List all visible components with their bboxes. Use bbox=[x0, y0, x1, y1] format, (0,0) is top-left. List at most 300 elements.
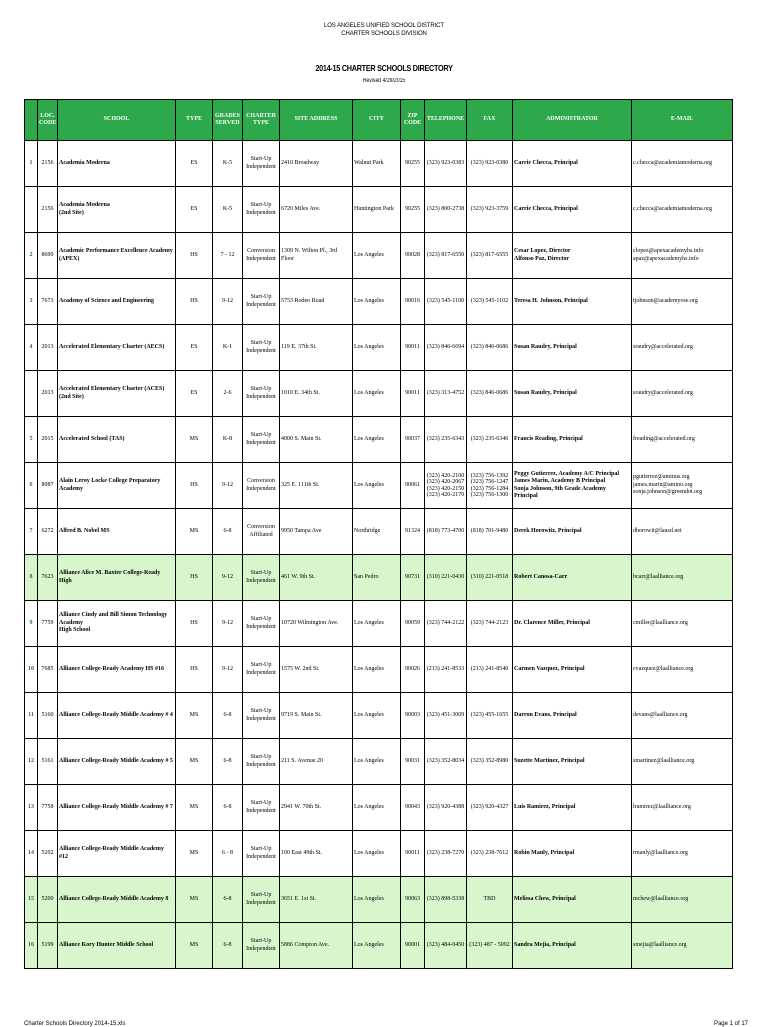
telephone-line: (323) 817-6550 bbox=[426, 252, 465, 259]
charter-type-line: Start-Up bbox=[250, 432, 272, 438]
table-body bbox=[25, 141, 733, 969]
email-line: tjohnson@academyose.org bbox=[633, 297, 698, 304]
email bbox=[632, 785, 733, 831]
table-row bbox=[25, 325, 733, 371]
charter-type-line: Independent bbox=[246, 439, 276, 446]
email bbox=[632, 923, 733, 969]
school-name bbox=[58, 325, 176, 371]
email bbox=[632, 877, 733, 923]
email-line: sonja.johnson@greendot.org bbox=[633, 489, 703, 496]
charter-type-line: Start-Up bbox=[250, 708, 272, 714]
administrator bbox=[513, 923, 632, 969]
administrator bbox=[513, 187, 632, 233]
administrator-line: Dr. Clarence Miller, Principal bbox=[514, 619, 590, 626]
email bbox=[632, 233, 733, 279]
row-number: 2 bbox=[25, 233, 38, 279]
fax bbox=[467, 877, 513, 923]
administrator bbox=[513, 785, 632, 831]
page-title: 2014-15 CHARTER SCHOOLS DIRECTORY bbox=[315, 63, 453, 73]
email bbox=[632, 509, 733, 555]
charter-type-line: Independent bbox=[246, 163, 276, 170]
zip-code: 90063 bbox=[401, 877, 425, 923]
zip-code: 90016 bbox=[401, 279, 425, 325]
zip-code: 90255 bbox=[401, 141, 425, 187]
email-line: dhorowit@lausd.net bbox=[633, 527, 682, 534]
charter-type bbox=[243, 831, 280, 877]
city: Los Angeles bbox=[353, 417, 401, 463]
city: Los Angeles bbox=[353, 647, 401, 693]
column-header-site-address: SITE ADDRESS bbox=[280, 100, 353, 141]
column-header-zip-code: ZIP CODE bbox=[401, 100, 425, 141]
school-type: ES bbox=[176, 325, 213, 371]
charter-type-line: Independent bbox=[246, 393, 276, 400]
charter-type-line: Independent bbox=[246, 669, 276, 676]
charter-type-line: Independent bbox=[246, 209, 276, 216]
administrator bbox=[513, 555, 632, 601]
telephone bbox=[425, 279, 467, 325]
administrator bbox=[513, 233, 632, 279]
email bbox=[632, 187, 733, 233]
directory-table bbox=[24, 99, 733, 969]
school-name bbox=[58, 279, 176, 325]
zip-code: 90028 bbox=[401, 233, 425, 279]
school-name-line: (2nd Site) bbox=[59, 393, 84, 400]
school-name-line: Accelerated School (TAS) bbox=[59, 435, 125, 442]
fax bbox=[467, 141, 513, 187]
administrator-line: Suzette Martinez, Principal bbox=[514, 757, 585, 764]
table-row bbox=[25, 785, 733, 831]
charter-type-line: Start-Up bbox=[250, 616, 272, 622]
site-address: 4000 S. Main St. bbox=[280, 417, 353, 463]
district-name: LOS ANGELES UNIFIED SCHOOL DISTRICT bbox=[324, 23, 444, 29]
row-number: 8 bbox=[25, 555, 38, 601]
administrator-line: Alfonso Paz, Director bbox=[514, 255, 570, 262]
column-header-email: E-MAIL bbox=[632, 100, 733, 141]
grades-served: 6-8 bbox=[213, 739, 243, 785]
email bbox=[632, 279, 733, 325]
school-name-line: Alliance College-Ready Middle Academy #12 bbox=[59, 846, 164, 860]
charter-type-line: Conversion bbox=[247, 478, 275, 484]
fax bbox=[467, 693, 513, 739]
administrator-line: Francis Reading, Principal bbox=[514, 435, 583, 442]
loc-code: 7685 bbox=[38, 647, 58, 693]
school-name bbox=[58, 785, 176, 831]
charter-type-line: Start-Up bbox=[250, 846, 272, 852]
school-name-line: Alain Leroy Locke College Preparatory Academy bbox=[59, 478, 161, 492]
column-header-telephone: TELEPHONE bbox=[425, 100, 467, 141]
telephone bbox=[425, 555, 467, 601]
telephone-line: (323) 313-4752 bbox=[426, 390, 465, 397]
fax-line: (323) 744-2123 bbox=[470, 620, 509, 627]
email-line: mchew@laalliance.org bbox=[633, 895, 689, 902]
administrator bbox=[513, 417, 632, 463]
telephone-line: (323) 800-2738 bbox=[426, 206, 465, 213]
fax-line: (323) 545-1102 bbox=[470, 298, 509, 305]
site-address: 3651 E. 1st St. bbox=[280, 877, 353, 923]
fax-line: (323) 352-8980 bbox=[470, 758, 509, 765]
table-row bbox=[25, 923, 733, 969]
charter-type bbox=[243, 141, 280, 187]
school-name bbox=[58, 601, 176, 647]
loc-code: 8087 bbox=[38, 463, 58, 509]
row-number bbox=[25, 187, 38, 233]
table-row bbox=[25, 233, 733, 279]
school-name bbox=[58, 371, 176, 417]
administrator-line: Teresa H. Johnson, Principal bbox=[514, 297, 588, 304]
grades-served: K-5 bbox=[213, 141, 243, 187]
division-name: CHARTER SCHOOLS DIVISION bbox=[341, 31, 427, 37]
charter-type bbox=[243, 509, 280, 555]
charter-type bbox=[243, 371, 280, 417]
email-line: lramirez@laalliance.org bbox=[633, 803, 691, 810]
fax-line: (323) 923-0380 bbox=[470, 160, 509, 167]
grades-served: 9-12 bbox=[213, 647, 243, 693]
telephone bbox=[425, 325, 467, 371]
fax-line: (323) 756-1284 bbox=[470, 485, 509, 492]
grades-served: 6-8 bbox=[213, 785, 243, 831]
administrator-line: Robert Canosa-Carr bbox=[514, 573, 568, 580]
school-name bbox=[58, 877, 176, 923]
row-number: 13 bbox=[25, 785, 38, 831]
charter-type bbox=[243, 923, 280, 969]
loc-code: 7759 bbox=[38, 601, 58, 647]
telephone-line: (323) 846-6694 bbox=[426, 344, 465, 351]
school-type: HS bbox=[176, 233, 213, 279]
loc-code: 7623 bbox=[38, 555, 58, 601]
school-name-line: Alliance College-Ready Middle Academy # 4 bbox=[59, 711, 173, 718]
telephone bbox=[425, 693, 467, 739]
telephone bbox=[425, 785, 467, 831]
city: Los Angeles bbox=[353, 877, 401, 923]
school-name bbox=[58, 739, 176, 785]
grades-served: 9-12 bbox=[213, 463, 243, 509]
school-name bbox=[58, 647, 176, 693]
grades-served: 9-12 bbox=[213, 279, 243, 325]
charter-type-line: Independent bbox=[246, 255, 276, 262]
fax bbox=[467, 647, 513, 693]
school-type: MS bbox=[176, 693, 213, 739]
administrator bbox=[513, 371, 632, 417]
fax bbox=[467, 417, 513, 463]
zip-code: 90011 bbox=[401, 325, 425, 371]
loc-code: 2013 bbox=[38, 325, 58, 371]
table-row bbox=[25, 693, 733, 739]
school-type: HS bbox=[176, 601, 213, 647]
school-name bbox=[58, 923, 176, 969]
fax-line: (323) 756-1300 bbox=[470, 492, 509, 498]
telephone-line: (323) 744-2122 bbox=[426, 620, 465, 627]
administrator-line: Sonja Johnson, 9th Grade Academy Principal bbox=[514, 485, 606, 499]
charter-type-line: Conversion bbox=[247, 524, 275, 530]
site-address: 6720 Miles Ave. bbox=[280, 187, 353, 233]
charter-type bbox=[243, 463, 280, 509]
zip-code: 90026 bbox=[401, 647, 425, 693]
grades-served: 7 - 12 bbox=[213, 233, 243, 279]
loc-code: 7758 bbox=[38, 785, 58, 831]
email bbox=[632, 141, 733, 187]
administrator-line: Melissa Chew, Principal bbox=[514, 895, 576, 902]
administrator-line: Cesar Lopez, Director bbox=[514, 248, 571, 254]
loc-code: 6272 bbox=[38, 509, 58, 555]
administrator bbox=[513, 325, 632, 371]
city: Los Angeles bbox=[353, 463, 401, 509]
administrator-line: Luis Ramirez, Principal bbox=[514, 803, 576, 810]
footer-page-number: Page 1 of 17 bbox=[713, 1021, 748, 1027]
grades-served: K-5 bbox=[213, 187, 243, 233]
loc-code: 5160 bbox=[38, 693, 58, 739]
telephone-line: (323) 238-7270 bbox=[426, 850, 465, 857]
school-type: MS bbox=[176, 877, 213, 923]
school-type: MS bbox=[176, 739, 213, 785]
site-address: 325 E. 111th St. bbox=[280, 463, 353, 509]
column-header-type: TYPE bbox=[176, 100, 213, 141]
zip-code: 90011 bbox=[401, 371, 425, 417]
school-name-line: Academia Moderna bbox=[59, 202, 110, 208]
grades-served: 6 - 8 bbox=[213, 831, 243, 877]
grades-served: 6-8 bbox=[213, 693, 243, 739]
school-name-line: Academia Moderna bbox=[59, 159, 110, 166]
table-row bbox=[25, 647, 733, 693]
table-row bbox=[25, 187, 733, 233]
fax bbox=[467, 279, 513, 325]
fax bbox=[467, 463, 513, 509]
charter-type-line: Independent bbox=[246, 301, 276, 308]
email bbox=[632, 739, 733, 785]
email-line: rmanly@laalliance.org bbox=[633, 849, 688, 856]
grades-served: K-8 bbox=[213, 417, 243, 463]
zip-code: 90059 bbox=[401, 601, 425, 647]
fax-line: (323) 920-4327 bbox=[470, 804, 509, 811]
telephone bbox=[425, 739, 467, 785]
zip-code: 90043 bbox=[401, 785, 425, 831]
email-line: bcarr@laalliance.org bbox=[633, 573, 684, 580]
row-number: 11 bbox=[25, 693, 38, 739]
table-row bbox=[25, 141, 733, 187]
site-address: 5886 Compton Ave. bbox=[280, 923, 353, 969]
telephone bbox=[425, 371, 467, 417]
telephone-line: (323) 898-5338 bbox=[426, 896, 465, 903]
charter-type-line: Start-Up bbox=[250, 570, 272, 576]
telephone bbox=[425, 141, 467, 187]
row-number: 16 bbox=[25, 923, 38, 969]
email bbox=[632, 555, 733, 601]
row-number-header bbox=[25, 100, 38, 141]
fax bbox=[467, 601, 513, 647]
city: Los Angeles bbox=[353, 371, 401, 417]
administrator-line: Darron Evans, Principal bbox=[514, 711, 577, 718]
loc-code: 8690 bbox=[38, 233, 58, 279]
telephone bbox=[425, 923, 467, 969]
loc-code: 7673 bbox=[38, 279, 58, 325]
email bbox=[632, 693, 733, 739]
telephone-line: (818) 773-4700 bbox=[426, 528, 465, 535]
administrator bbox=[513, 141, 632, 187]
school-name bbox=[58, 141, 176, 187]
telephone-line: (323) 923-0383 bbox=[426, 160, 465, 167]
site-address: 10720 Wilmington Ave. bbox=[280, 601, 353, 647]
school-name-line: Alliance College-Ready Middle Academy 8 bbox=[59, 895, 169, 902]
administrator-line: Susan Raudry, Principal bbox=[514, 389, 577, 396]
fax-line: (310) 221-0518 bbox=[470, 574, 509, 581]
administrator bbox=[513, 463, 632, 509]
charter-type bbox=[243, 417, 280, 463]
administrator-line: Carrie Checca, Principal bbox=[514, 159, 578, 166]
administrator bbox=[513, 279, 632, 325]
telephone bbox=[425, 509, 467, 555]
telephone-line: (310) 221-0430 bbox=[426, 574, 465, 581]
charter-type-line: Start-Up bbox=[250, 754, 272, 760]
school-type: MS bbox=[176, 509, 213, 555]
charter-type-line: Start-Up bbox=[250, 892, 272, 898]
table-row bbox=[25, 371, 733, 417]
charter-type bbox=[243, 555, 280, 601]
charter-type-line: Start-Up bbox=[250, 340, 272, 346]
charter-type-line: Independent bbox=[246, 899, 276, 906]
charter-type bbox=[243, 647, 280, 693]
email-line: devans@laalliance.org bbox=[633, 711, 688, 718]
school-type: HS bbox=[176, 647, 213, 693]
telephone bbox=[425, 417, 467, 463]
administrator-line: Sandra Mejia, Principal bbox=[514, 941, 576, 948]
email-line: cmiller@laalliance.org bbox=[633, 619, 688, 626]
grades-served: 9-12 bbox=[213, 555, 243, 601]
row-number: 7 bbox=[25, 509, 38, 555]
charter-type-line: Start-Up bbox=[250, 938, 272, 944]
email bbox=[632, 647, 733, 693]
fax bbox=[467, 831, 513, 877]
site-address: 100 East 49th St. bbox=[280, 831, 353, 877]
zip-code: 90031 bbox=[401, 739, 425, 785]
school-type: MS bbox=[176, 831, 213, 877]
site-address: 5753 Rodeo Road bbox=[280, 279, 353, 325]
fax-line: (323) 756-1392 bbox=[470, 472, 509, 479]
loc-code: 5161 bbox=[38, 739, 58, 785]
charter-type-line: Start-Up bbox=[250, 386, 272, 392]
fax-line: (323) 238-7612 bbox=[470, 850, 509, 857]
fax bbox=[467, 187, 513, 233]
email-line: sraudry@accelerated.org bbox=[633, 343, 693, 350]
row-number: 14 bbox=[25, 831, 38, 877]
fax bbox=[467, 371, 513, 417]
email bbox=[632, 325, 733, 371]
row-number: 4 bbox=[25, 325, 38, 371]
email bbox=[632, 831, 733, 877]
table-row bbox=[25, 279, 733, 325]
administrator bbox=[513, 693, 632, 739]
charter-type bbox=[243, 739, 280, 785]
school-name-line: (2nd Site) bbox=[59, 209, 84, 216]
charter-type bbox=[243, 785, 280, 831]
email-line: clopez@apexacademyhs.info bbox=[633, 248, 704, 254]
row-number: 1 bbox=[25, 141, 38, 187]
table-row bbox=[25, 555, 733, 601]
fax bbox=[467, 923, 513, 969]
grades-served: 9-12 bbox=[213, 601, 243, 647]
fax-line: (323) 487 - 5092 bbox=[469, 942, 510, 949]
city: Los Angeles bbox=[353, 739, 401, 785]
telephone-line: (323) 235-6343 bbox=[426, 436, 465, 443]
school-name-line: Alfred B. Nobel MS bbox=[59, 527, 110, 534]
row-number: 9 bbox=[25, 601, 38, 647]
site-address: 211 S. Avenue 20 bbox=[280, 739, 353, 785]
school-type: HS bbox=[176, 279, 213, 325]
charter-type-line: Independent bbox=[246, 945, 276, 952]
telephone-line: (323) 352-8034 bbox=[426, 758, 465, 765]
school-name-line: Alliance College-Ready Middle Academy # 5 bbox=[59, 757, 173, 764]
fax bbox=[467, 739, 513, 785]
site-address: 1575 W. 2nd St. bbox=[280, 647, 353, 693]
charter-type bbox=[243, 325, 280, 371]
charter-type-line: Independent bbox=[246, 485, 276, 492]
grades-served: 6-8 bbox=[213, 877, 243, 923]
site-address: 119 E. 37th St. bbox=[280, 325, 353, 371]
zip-code: 90011 bbox=[401, 831, 425, 877]
school-type: ES bbox=[176, 371, 213, 417]
telephone-line: (323) 451-3009 bbox=[426, 712, 465, 719]
school-type: HS bbox=[176, 555, 213, 601]
loc-code: 2156 bbox=[38, 141, 58, 187]
site-address: 9719 S. Main St. bbox=[280, 693, 353, 739]
email bbox=[632, 601, 733, 647]
telephone bbox=[425, 831, 467, 877]
table-row bbox=[25, 463, 733, 509]
site-address: 2941 W. 70th St. bbox=[280, 785, 353, 831]
telephone-line: (323) 920-4388 bbox=[426, 804, 465, 811]
city: Huntington Park bbox=[353, 187, 401, 233]
telephone-line: (323) 420-2150 bbox=[426, 485, 465, 492]
fax bbox=[467, 555, 513, 601]
site-address: 2410 Broadway bbox=[280, 141, 353, 187]
zip-code: 91324 bbox=[401, 509, 425, 555]
table-row bbox=[25, 739, 733, 785]
fax-line: (323) 235-6346 bbox=[470, 436, 509, 443]
administrator bbox=[513, 831, 632, 877]
row-number: 6 bbox=[25, 463, 38, 509]
charter-type-line: Independent bbox=[246, 715, 276, 722]
city: Los Angeles bbox=[353, 923, 401, 969]
telephone bbox=[425, 233, 467, 279]
zip-code: 90003 bbox=[401, 693, 425, 739]
site-address: 1010 E. 34th St. bbox=[280, 371, 353, 417]
charter-type-line: Affiliated bbox=[249, 531, 273, 538]
table-header-row bbox=[25, 100, 733, 141]
email-line: c.checca@academiamoderna.org bbox=[633, 159, 713, 166]
fax-line: (818) 701-9480 bbox=[470, 528, 509, 535]
fax bbox=[467, 325, 513, 371]
charter-type bbox=[243, 187, 280, 233]
fax-line: (323) 817-6555 bbox=[470, 252, 509, 259]
telephone-line: (323) 545-1100 bbox=[426, 298, 465, 305]
administrator bbox=[513, 509, 632, 555]
telephone-line: (323) 420-2170 bbox=[426, 492, 465, 498]
telephone bbox=[425, 647, 467, 693]
charter-type-line: Start-Up bbox=[250, 800, 272, 806]
school-type: HS bbox=[176, 463, 213, 509]
site-address: 9950 Tampa Ave bbox=[280, 509, 353, 555]
fax-line: TBD bbox=[483, 896, 496, 903]
school-name-line: Alliance Kory Hunter Middle School bbox=[59, 941, 154, 948]
grades-served: 2-6 bbox=[213, 371, 243, 417]
fax-line: (323) 756-1247 bbox=[470, 479, 509, 485]
charter-type bbox=[243, 233, 280, 279]
administrator-line: Carrie Checca, Principal bbox=[514, 205, 578, 212]
charter-type-line: Independent bbox=[246, 761, 276, 768]
city: Los Angeles bbox=[353, 831, 401, 877]
email-line: sraudry@accelerated.org bbox=[633, 389, 693, 396]
grades-served: K-1 bbox=[213, 325, 243, 371]
school-type: ES bbox=[176, 141, 213, 187]
fax-line: (323) 923-3759 bbox=[470, 206, 509, 213]
